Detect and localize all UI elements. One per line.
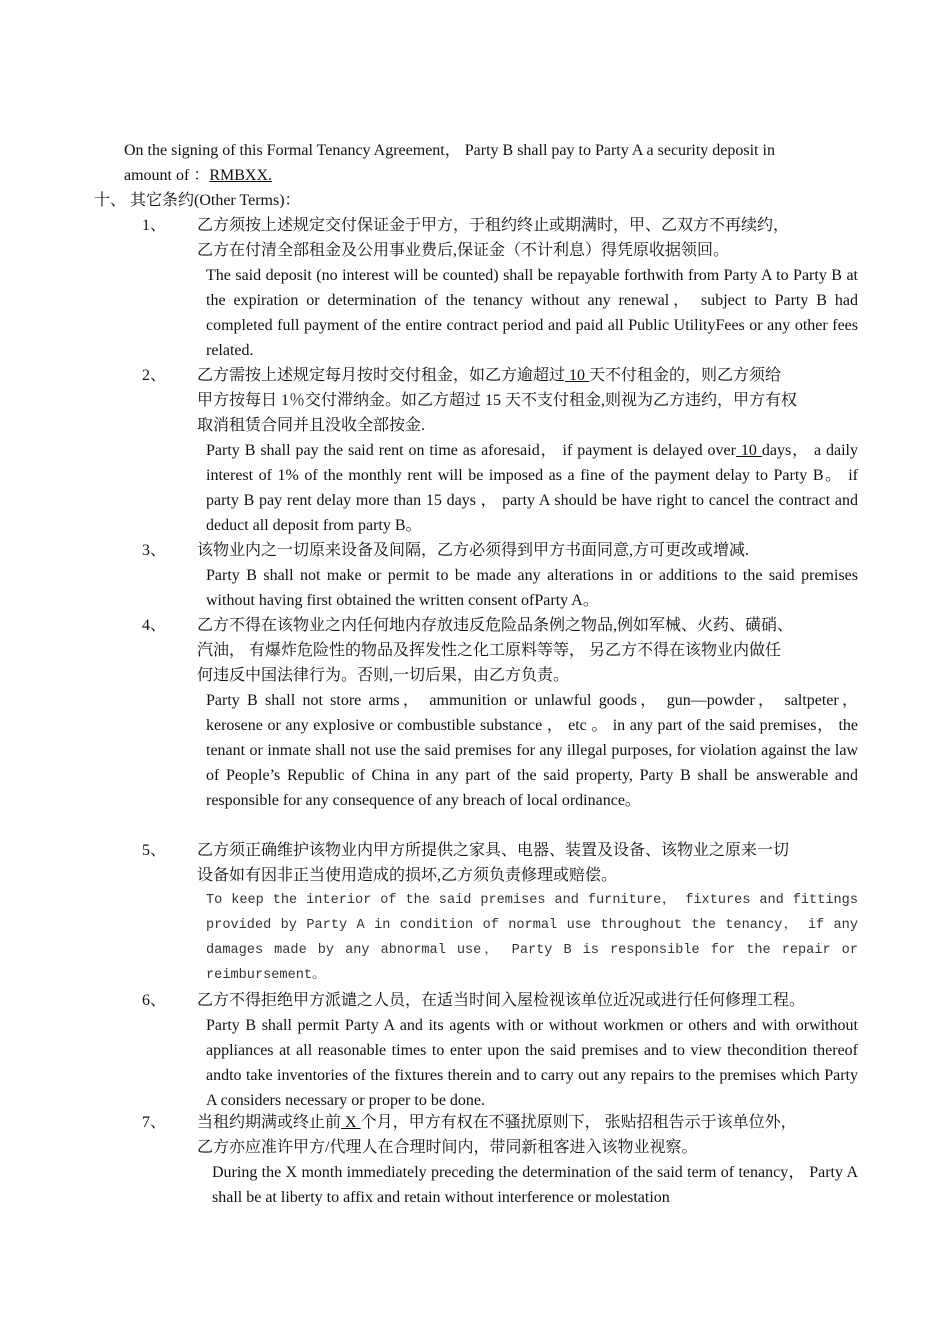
item-5-cn-line-2: 设备如有因非正当使用造成的损坏,乙方须负责修理或赔偿。 <box>197 867 618 884</box>
item-7-number: 7、 <box>142 1114 167 1131</box>
item-2-en-text <box>206 438 858 538</box>
item-2-en-text-a: Party B shall pay the said rent on time as aforesaid， if payment is delayed over <box>206 442 736 459</box>
item-4-number: 4、 <box>142 617 167 634</box>
item-7-cn-text-a: 当租约期满或终止前 <box>197 1114 342 1131</box>
item-3-cn-line-1: 该物业内之一切原来设备及间隔，乙方必须得到甲方书面同意,方可更改或增减. <box>197 542 750 559</box>
item-1-number: 1、 <box>142 217 167 234</box>
section-heading: 十、 其它条约(Other Terms)： <box>94 192 301 209</box>
intro-amount-label: amount of ： <box>124 167 210 184</box>
item-6-number: 6、 <box>142 992 167 1009</box>
item-2-cn-text-a: 乙方需按上述规定每月按时交付租金，如乙方逾超过 <box>197 367 566 384</box>
item-2-cn-days: 10 <box>565 367 590 384</box>
item-6-en-text: Party B shall permit Party A and its agents with or without workmen or others and with orwithout appliances at all reasonable times to enter upon the said premises and to view thecondition thereof andto take inventories of the fixtures therein and to carry out any repairs to the premises which Party A considers necessary or proper to be done. <box>206 1017 858 1109</box>
item-3-number: 3、 <box>142 542 167 559</box>
item-2-cn-line-2: 甲方按每日 1％交付滞纳金。如乙方超过 15 天不支付租金,则视为乙方违约，甲方有权 <box>197 392 798 409</box>
item-7-cn-line-2: 乙方亦应准许甲方/代理人在合理时间内，带同新租客进入该物业视察。 <box>197 1139 698 1156</box>
item-2-en-days: 10 <box>735 442 762 459</box>
item-7-cn-text-b: 个月，甲方有权在不骚扰原则下， 张贴招租告示于该单位外， <box>360 1114 797 1131</box>
item-1-en-text: The said deposit (no interest will be counted) shall be repayable forthwith from Party A to Party B at the expiration or determination of the tenancy without any renewal， subject to Party B had completed full payment of the entire contract period and paid all Public UtilityFees or any other fees related. <box>206 267 858 359</box>
item-2-cn-text-b: 天不付租金的，则乙方须给 <box>589 367 782 384</box>
item-3-en-text: Party B shall not make or permit to be made any alterations in or additions to the said premises without having first obtained the written consent ofParty A。 <box>206 567 858 609</box>
item-7-cn-months: X <box>341 1114 361 1131</box>
item-5-cn-line-1: 乙方须正确维护该物业内甲方所提供之家具、电器、装置及设备、该物业之原来一切 <box>197 842 790 859</box>
item-5-en-text: To keep the interior of the said premises and furniture， fixtures and fittings provided by Party A in condition of normal use throughout the tenancy， if any damages made by any abnormal use， Party B is responsible for the repair or reimbursement。 <box>206 893 858 983</box>
intro-line-1: On the signing of this Formal Tenancy Agreement， Party B shall pay to Party A a security deposit in <box>124 142 775 159</box>
item-6-cn-line-1: 乙方不得拒绝甲方派谴之人员，在适当时间入屋检视该单位近况或进行任何修理工程。 <box>197 992 806 1009</box>
item-1-cn-line-2: 乙方在付清全部租金及公用事业费后,保证金（不计利息）得凭原收据领回。 <box>197 242 730 259</box>
item-2-number: 2、 <box>142 367 167 384</box>
item-7-en-text: During the X month immediately preceding the determination of the said term of tenancy， Party A shall be at liberty to affix and retain without interference or molestation <box>212 1164 858 1206</box>
item-2-en-text-b: days， a daily interest of 1% of the monthly rent will be imposed as a fine of the payment delay to Party B。 if party B pay rent delay more than 15 days ， party A should be have right to cancel the contract and deduct all deposit from party B。 <box>206 442 859 534</box>
intro-amount-value: RMBXX. <box>209 167 273 184</box>
item-4-en-text: Party B shall not store arms， ammunition or unlawful goods， gun—powder， saltpeter， kerosene or any explosive or combustible substance ， etc 。 in any part of the said premises， the tenant or inmate shall not use the said premises for any illegal purposes, for violation against the law of People’s Republic of China in any part of the said property, Party B shall be answerable and responsible for any consequence of any breach of local ordinance。 <box>206 692 858 809</box>
item-4-cn-line-2: 汽油， 有爆炸危险性的物品及挥发性之化工原料等等， 另乙方不得在该物业内做任 <box>197 642 782 659</box>
item-2-cn-line-3: 取消租赁合同并且没收全部按金. <box>197 417 426 434</box>
item-7-cn-line-1 <box>197 1110 797 1135</box>
intro-line-2 <box>124 163 272 188</box>
item-4-cn-line-1: 乙方不得在该物业之内任何地内存放违反危险品条例之物品,例如军械、火药、磺硝、 <box>197 617 794 634</box>
item-2-cn-line-1 <box>197 363 781 388</box>
item-5-number: 5、 <box>142 842 167 859</box>
item-4-cn-line-3: 何违反中国法律行为。否则,一切后果，由乙方负责。 <box>197 667 570 684</box>
item-1-cn-line-1: 乙方须按上述规定交付保证金于甲方，于租约终止或期满时，甲、乙双方不再续约， <box>197 217 790 234</box>
